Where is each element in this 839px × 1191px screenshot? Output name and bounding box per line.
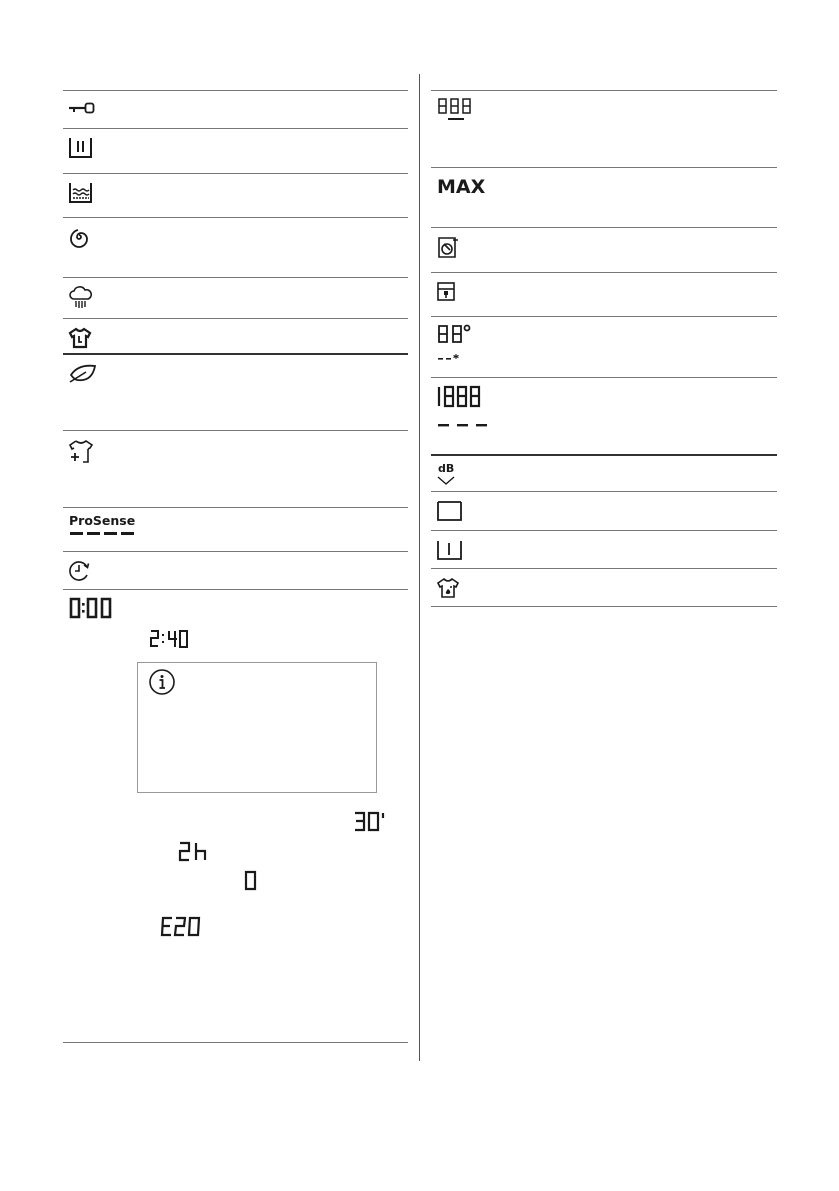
- table-end-rule: [63, 1042, 408, 1043]
- key-lock-icon: [68, 101, 96, 115]
- table-row: [63, 90, 408, 128]
- info-icon: [148, 668, 176, 700]
- remaining-time-display-icon: [149, 629, 189, 653]
- spiral-icon: [68, 226, 90, 248]
- two-hours-display-icon: [178, 841, 214, 867]
- thirty-minutes-display-icon: [353, 811, 389, 837]
- table-row: [431, 568, 777, 606]
- max-label: MAX: [437, 176, 486, 198]
- table-row: [63, 318, 408, 353]
- column-divider: [419, 74, 420, 1061]
- time-display-icon: [68, 597, 114, 619]
- door-lock-icon: [436, 281, 458, 303]
- table-row: [63, 589, 408, 1042]
- max-icon: [436, 174, 496, 198]
- table-row: [63, 353, 408, 430]
- delay-clock-icon: [68, 560, 90, 582]
- info-box: [137, 662, 377, 793]
- sound-db-icon: [436, 461, 460, 487]
- steam-icon: [68, 286, 94, 310]
- tub-icon: [68, 137, 94, 159]
- lcd-888-icon: [436, 97, 476, 123]
- empty-tub-icon: [436, 500, 464, 522]
- table-row: [63, 217, 408, 277]
- right-symbol-table: [431, 90, 777, 607]
- shirt-icon: [68, 327, 92, 349]
- table-end-rule: [431, 606, 777, 607]
- table-row: [63, 277, 408, 318]
- svg-text:dB: dB: [438, 462, 455, 475]
- tub-line-icon: [436, 539, 464, 561]
- shirt-stain-icon: [436, 577, 460, 599]
- table-row: [431, 491, 777, 530]
- table-row: [63, 551, 408, 589]
- table-row: [431, 377, 777, 454]
- table-row: [431, 167, 777, 227]
- prosense-icon: [68, 512, 138, 540]
- error-code-display-icon: [160, 916, 204, 942]
- table-row: [63, 173, 408, 217]
- table-row: [431, 530, 777, 568]
- table-row: [431, 454, 777, 491]
- table-row: [63, 430, 408, 507]
- table-row: [63, 507, 408, 551]
- shirt-plus-icon: [68, 439, 94, 465]
- table-row: [431, 90, 777, 167]
- table-row: [63, 128, 408, 173]
- leaf-eco-icon: [68, 363, 98, 385]
- zero-display-icon: [243, 870, 259, 896]
- table-row: [431, 272, 777, 316]
- table-row: [431, 316, 777, 377]
- water-level-icon: [68, 182, 94, 204]
- prosense-label: ProSense: [69, 513, 136, 528]
- spin-display-icon: [436, 385, 492, 433]
- detergent-icon: [436, 236, 460, 260]
- table-row: [431, 227, 777, 272]
- left-symbol-table: [63, 90, 408, 1043]
- temperature-display-icon: [436, 324, 482, 366]
